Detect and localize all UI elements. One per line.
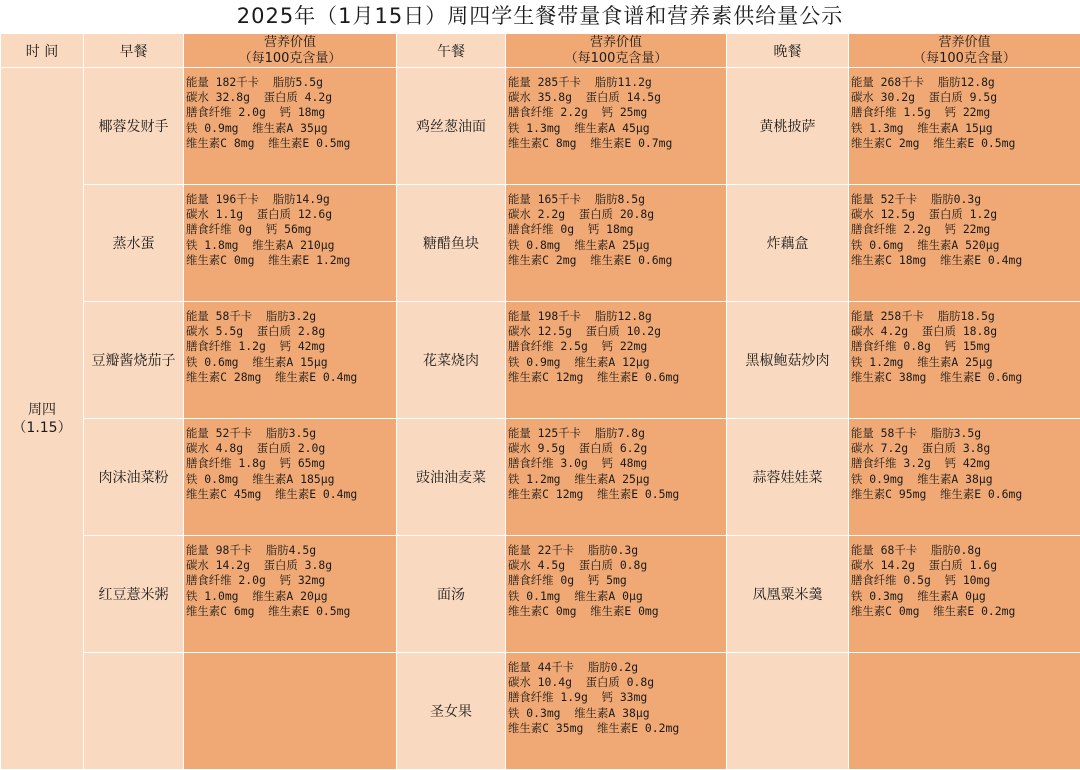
nutrition-line: 碳水 14.2g 蛋白质 3.8g — [186, 558, 396, 573]
nutrition-line: 碳水 4.5g 蛋白质 0.8g — [508, 558, 726, 573]
nutrition-line: 维生素C 0mg 维生素E 1.2mg — [186, 253, 396, 268]
dinner-nutrition-info — [849, 185, 1080, 302]
breakfast-dish-name: 红豆薏米粥 — [84, 536, 184, 653]
nutrition-line: 铁 1.8mg 维生素A 210μg — [186, 238, 396, 253]
nutrition-line: 铁 1.2mg 维生素A 25μg — [851, 355, 1080, 370]
breakfast-nutrition-info — [184, 302, 397, 419]
nutrition-line: 维生素C 2mg 维生素E 0.6mg — [508, 253, 726, 268]
nutrition-line: 碳水 30.2g 蛋白质 9.5g — [851, 90, 1080, 105]
nutrition-line: 碳水 4.2g 蛋白质 18.8g — [851, 324, 1080, 339]
nutrition-line: 碳水 1.1g 蛋白质 12.6g — [186, 207, 396, 222]
date-label: （1.15） — [1, 419, 83, 437]
lunch-dish-name: 面汤 — [397, 536, 506, 653]
header-nutrition-line2: （每100克含量） — [849, 51, 1080, 67]
nutrition-line: 膳食纤维 0g 钙 56mg — [186, 222, 396, 237]
nutrition-line: 维生素C 12mg 维生素E 0.5mg — [508, 487, 726, 502]
nutrition-line: 碳水 9.5g 蛋白质 6.2g — [508, 441, 726, 456]
nutrition-line: 碳水 35.8g 蛋白质 14.5g — [508, 90, 726, 105]
nutrition-line: 膳食纤维 2.2g 钙 25mg — [508, 105, 726, 120]
header-nutrition-lunch — [506, 34, 727, 68]
nutrition-line: 铁 1.0mg 维生素A 20μg — [186, 589, 396, 604]
nutrition-line: 铁 0.6mg 维生素A 15μg — [186, 355, 396, 370]
nutrition-line: 铁 0.8mg 维生素A 185μg — [186, 472, 396, 487]
header-time: 时 间 — [1, 34, 84, 68]
header-nutrition-line1: 营养价值 — [849, 35, 1080, 51]
nutrition-line: 维生素C 6mg 维生素E 0.5mg — [186, 604, 396, 619]
nutrition-line: 膳食纤维 2.5g 钙 22mg — [508, 339, 726, 354]
nutrition-line: 膳食纤维 1.8g 钙 65mg — [186, 456, 396, 471]
header-nutrition-line1: 营养价值 — [506, 35, 726, 51]
table-row — [1, 68, 1080, 185]
nutrition-line: 碳水 2.2g 蛋白质 20.8g — [508, 207, 726, 222]
nutrition-line: 能量 196千卡 脂肪14.9g — [186, 192, 396, 207]
nutrition-line: 膳食纤维 2.0g 钙 32mg — [186, 573, 396, 588]
nutrition-line: 铁 0.6mg 维生素A 520μg — [851, 238, 1080, 253]
lunch-dish-name: 圣女果 — [397, 653, 506, 770]
breakfast-dish-name: 豆瓣酱烧茄子 — [84, 302, 184, 419]
nutrition-line: 碳水 32.8g 蛋白质 4.2g — [186, 90, 396, 105]
nutrition-line: 能量 58千卡 脂肪3.2g — [186, 309, 396, 324]
header-row — [1, 34, 1080, 68]
nutrition-line: 能量 258千卡 脂肪18.5g — [851, 309, 1080, 324]
page-title: 2025年（1月15日）周四学生餐带量食谱和营养素供给量公示 — [0, 0, 1080, 33]
dinner-dish-name — [727, 653, 849, 770]
nutrition-line: 维生素C 95mg 维生素E 0.6mg — [851, 487, 1080, 502]
dinner-nutrition-info — [849, 653, 1080, 770]
nutrition-line: 维生素C 38mg 维生素E 0.6mg — [851, 370, 1080, 385]
nutrition-line: 碳水 10.4g 蛋白质 0.8g — [508, 675, 726, 690]
nutrition-line: 膳食纤维 0g 钙 18mg — [508, 222, 726, 237]
nutrition-line: 铁 1.3mg 维生素A 45μg — [508, 121, 726, 136]
nutrition-line: 能量 68千卡 脂肪0.8g — [851, 543, 1080, 558]
nutrition-line: 能量 52千卡 脂肪3.5g — [186, 426, 396, 441]
breakfast-dish-name: 蒸水蛋 — [84, 185, 184, 302]
nutrition-line: 碳水 5.5g 蛋白质 2.8g — [186, 324, 396, 339]
nutrition-line: 膳食纤维 0.5g 钙 10mg — [851, 573, 1080, 588]
lunch-dish-name: 豉油油麦菜 — [397, 419, 506, 536]
weekday-label: 周四 — [1, 401, 83, 419]
nutrition-line: 膳食纤维 3.2g 钙 42mg — [851, 456, 1080, 471]
nutrition-line: 铁 0.9mg 维生素A 12μg — [508, 355, 726, 370]
nutrition-line: 铁 0.3mg 维生素A 0μg — [851, 589, 1080, 604]
nutrition-line: 能量 165千卡 脂肪8.5g — [508, 192, 726, 207]
nutrition-line: 能量 58千卡 脂肪3.5g — [851, 426, 1080, 441]
nutrition-line: 膳食纤维 0g 钙 5mg — [508, 573, 726, 588]
nutrition-line: 膳食纤维 1.9g 钙 33mg — [508, 690, 726, 705]
breakfast-nutrition-info — [184, 68, 397, 185]
lunch-nutrition-info — [506, 653, 727, 770]
day-cell — [1, 68, 84, 770]
header-breakfast: 早餐 — [84, 34, 184, 68]
menu-table — [0, 33, 1080, 770]
lunch-nutrition-info — [506, 302, 727, 419]
nutrition-line: 维生素C 8mg 维生素E 0.7mg — [508, 136, 726, 151]
dinner-dish-name: 蒜蓉娃娃菜 — [727, 419, 849, 536]
header-nutrition-line2: （每100克含量） — [184, 51, 396, 67]
header-nutrition-dinner — [849, 34, 1080, 68]
header-nutrition-breakfast — [184, 34, 397, 68]
lunch-nutrition-info — [506, 68, 727, 185]
nutrition-line: 维生素C 18mg 维生素E 0.4mg — [851, 253, 1080, 268]
lunch-dish-name: 鸡丝葱油面 — [397, 68, 506, 185]
nutrition-line: 铁 0.1mg 维生素A 0μg — [508, 589, 726, 604]
nutrition-line: 维生素C 28mg 维生素E 0.4mg — [186, 370, 396, 385]
nutrition-line: 碳水 12.5g 蛋白质 10.2g — [508, 324, 726, 339]
lunch-nutrition-info — [506, 536, 727, 653]
nutrition-line: 碳水 7.2g 蛋白质 3.8g — [851, 441, 1080, 456]
lunch-dish-name: 糖醋鱼块 — [397, 185, 506, 302]
dinner-dish-name: 黄桃披萨 — [727, 68, 849, 185]
breakfast-nutrition-info — [184, 419, 397, 536]
lunch-dish-name: 花菜烧肉 — [397, 302, 506, 419]
header-dinner: 晚餐 — [727, 34, 849, 68]
nutrition-line: 膳食纤维 3.0g 钙 48mg — [508, 456, 726, 471]
nutrition-line: 能量 125千卡 脂肪7.8g — [508, 426, 726, 441]
nutrition-line: 能量 98千卡 脂肪4.5g — [186, 543, 396, 558]
nutrition-line: 能量 198千卡 脂肪12.8g — [508, 309, 726, 324]
breakfast-nutrition-info — [184, 185, 397, 302]
breakfast-nutrition-info — [184, 653, 397, 770]
breakfast-dish-name: 椰蓉发财手 — [84, 68, 184, 185]
table-row — [1, 653, 1080, 770]
dinner-dish-name: 炸藕盒 — [727, 185, 849, 302]
nutrition-line: 铁 0.8mg 维生素A 25μg — [508, 238, 726, 253]
breakfast-dish-name — [84, 653, 184, 770]
dinner-nutrition-info — [849, 419, 1080, 536]
nutrition-line: 维生素C 45mg 维生素E 0.4mg — [186, 487, 396, 502]
nutrition-line: 铁 1.2mg 维生素A 25μg — [508, 472, 726, 487]
table-row — [1, 419, 1080, 536]
nutrition-line: 铁 0.9mg 维生素A 35μg — [186, 121, 396, 136]
lunch-nutrition-info — [506, 185, 727, 302]
nutrition-line: 能量 285千卡 脂肪11.2g — [508, 75, 726, 90]
dinner-dish-name: 黑椒鲍菇炒肉 — [727, 302, 849, 419]
nutrition-line: 膳食纤维 0.8g 钙 15mg — [851, 339, 1080, 354]
nutrition-line: 能量 22千卡 脂肪0.3g — [508, 543, 726, 558]
nutrition-line: 能量 52千卡 脂肪0.3g — [851, 192, 1080, 207]
nutrition-line: 维生素C 2mg 维生素E 0.5mg — [851, 136, 1080, 151]
breakfast-dish-name: 肉沫油菜粉 — [84, 419, 184, 536]
dinner-nutrition-info — [849, 68, 1080, 185]
dinner-dish-name: 凤凰粟米羹 — [727, 536, 849, 653]
nutrition-line: 碳水 4.8g 蛋白质 2.0g — [186, 441, 396, 456]
nutrition-line: 维生素C 8mg 维生素E 0.5mg — [186, 136, 396, 151]
nutrition-line: 铁 1.3mg 维生素A 15μg — [851, 121, 1080, 136]
dinner-nutrition-info — [849, 536, 1080, 653]
header-lunch: 午餐 — [397, 34, 506, 68]
nutrition-line: 能量 44千卡 脂肪0.2g — [508, 660, 726, 675]
nutrition-line: 膳食纤维 2.0g 钙 18mg — [186, 105, 396, 120]
nutrition-line: 能量 268千卡 脂肪12.8g — [851, 75, 1080, 90]
lunch-nutrition-info — [506, 419, 727, 536]
nutrition-line: 碳水 14.2g 蛋白质 1.6g — [851, 558, 1080, 573]
table-row — [1, 185, 1080, 302]
table-row — [1, 302, 1080, 419]
nutrition-line: 维生素C 0mg 维生素E 0mg — [508, 604, 726, 619]
nutrition-line: 能量 182千卡 脂肪5.5g — [186, 75, 396, 90]
nutrition-line: 铁 0.3mg 维生素A 38μg — [508, 706, 726, 721]
nutrition-line: 碳水 12.5g 蛋白质 1.2g — [851, 207, 1080, 222]
nutrition-line: 膳食纤维 1.5g 钙 22mg — [851, 105, 1080, 120]
dinner-nutrition-info — [849, 302, 1080, 419]
header-nutrition-line2: （每100克含量） — [506, 51, 726, 67]
nutrition-line: 维生素C 12mg 维生素E 0.6mg — [508, 370, 726, 385]
nutrition-line: 铁 0.9mg 维生素A 38μg — [851, 472, 1080, 487]
nutrition-line: 维生素C 35mg 维生素E 0.2mg — [508, 721, 726, 736]
header-nutrition-line1: 营养价值 — [184, 35, 396, 51]
nutrition-line: 膳食纤维 1.2g 钙 42mg — [186, 339, 396, 354]
table-row — [1, 536, 1080, 653]
breakfast-nutrition-info — [184, 536, 397, 653]
nutrition-line: 维生素C 0mg 维生素E 0.2mg — [851, 604, 1080, 619]
nutrition-line: 膳食纤维 2.2g 钙 22mg — [851, 222, 1080, 237]
